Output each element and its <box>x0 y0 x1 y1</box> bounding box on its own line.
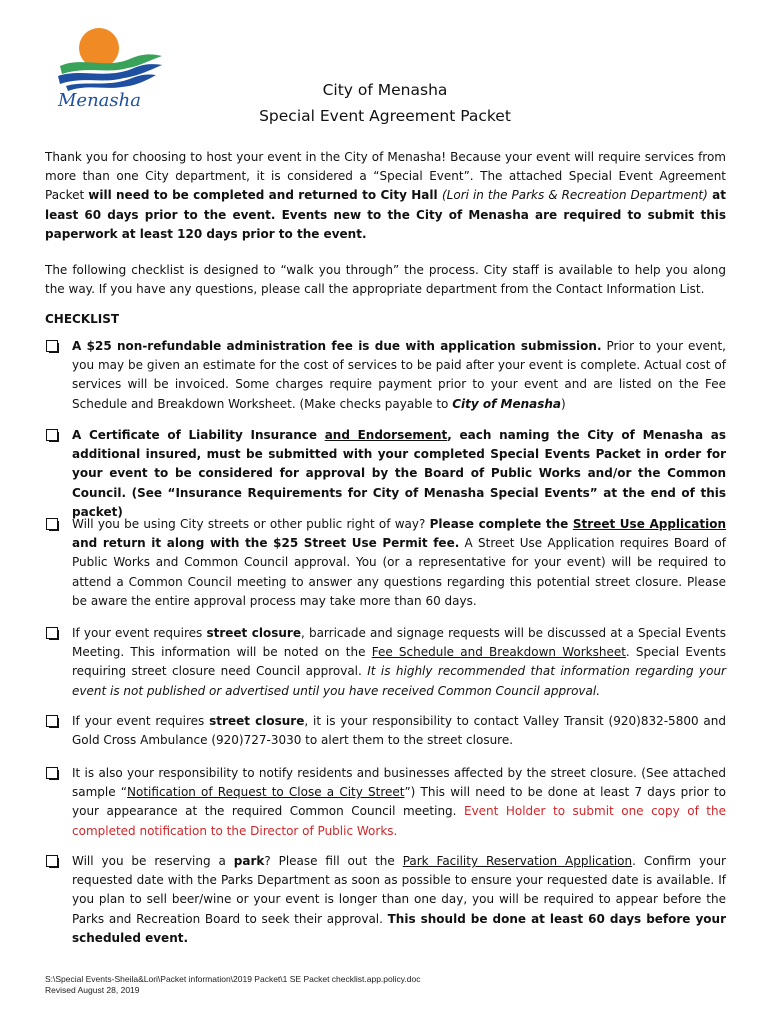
checkbox-icon[interactable] <box>45 428 59 442</box>
sun-icon <box>79 28 119 68</box>
page-title <box>0 77 770 129</box>
checklist-item-street-use: Will you be using City streets or other public right of way? Please complete the Street Use Application and return it along with the $25 Street Use Permit fee. A Street Use Application requires Board of Public Works and Common Council approval. You (or a representative for your event) will be required to attend a Common Council meeting to answer any questions regarding this potential street closure. Please be aware the entire approval process may take more than 60 days. <box>45 515 726 611</box>
document-footer <box>45 974 420 996</box>
checklist-item-insurance: A Certificate of Liability Insurance and Endorsement, each naming the City of Menasha as additional insured, must be submitted with your completed Special Events Packet in order for your event to be considered for approval by the Board of Public Works and/or the Common Council. (See “Insurance Requirements for City of Menasha Special Events” at the end of this packet) <box>45 426 726 522</box>
logo-text: Menasha <box>58 90 141 111</box>
title-line1: City of Menasha <box>322 81 448 99</box>
checklist-item-street-closure-meeting: If your event requires street closure, barricade and signage requests will be discussed at a Special Events Meeting. This information will be noted on the Fee Schedule and Breakdown Worksheet. Special Events requiring street closure need Council approval. It is highly recommended that information regarding your event is not published or advertised until you have received Common Council approval. <box>45 624 726 701</box>
checklist-heading: CHECKLIST <box>45 312 120 326</box>
intro-paragraph-1: Thank you for choosing to host your event in the City of Menasha! Because your event will require services from more than one City department, it is considered a “Special Event”. The attached Special Event Agreement Packet will need to be completed and returned to City Hall (Lori in the Parks & Recreation Department) at least 60 days prior to the event. Events new to the City of Menasha are required to submit this paperwork at least 120 days prior to the event. <box>45 150 727 241</box>
intro-paragraph-2: The following checklist is designed to “walk you through” the process. City staff is available to help you along the way. If you have any questions, please call the appropriate department from the Contact Information List. <box>45 263 726 297</box>
checkbox-icon[interactable] <box>45 766 59 780</box>
revised-date: Revised August 28, 2019 <box>45 985 140 995</box>
checklist-item-notification: It is also your responsibility to notify residents and businesses affected by the street closure. (See attached sample “Notification of Request to Close a City Street”) This will need to be done at least 7 days prior to your appearance at the required Common Council meeting. Event Holder to submit one copy of the completed notification to the Director of Public Works. <box>45 764 726 841</box>
file-path: S:\Special Events-Sheila&Lori\Packet information\2019 Packet\1 SE Packet checklist.app.policy.doc <box>45 974 421 984</box>
checkbox-icon[interactable] <box>45 517 59 531</box>
notification-link[interactable]: Notification of Request to Close a City Street <box>127 785 405 800</box>
checklist-item-park: Will you be reserving a park? Please fill out the Park Facility Reservation Application. Confirm your requested date with the Parks Department as soon as possible to ensure your requested date is available. If you plan to sell beer/wine or your event is longer than one day, you will be required to appear before the Parks and Recreation Board to seek their approval. This should be done at least 60 days before your scheduled event. <box>45 852 726 948</box>
checkbox-icon[interactable] <box>45 714 59 728</box>
checkbox-icon[interactable] <box>45 626 59 640</box>
checklist-item-street-closure-contacts: If your event requires street closure, it is your responsibility to contact Valley Transit (920)832-5800 and Gold Cross Ambulance (920)727-3030 to alert them to the street closure. <box>45 712 726 750</box>
street-use-application-link[interactable]: Street Use Application <box>572 517 726 531</box>
fee-schedule-link[interactable]: Fee Schedule and Breakdown Worksheet <box>371 645 626 660</box>
park-reservation-link[interactable]: Park Facility Reservation Application <box>402 854 633 868</box>
checklist-item-fee: A $25 non-refundable administration fee is due with application submission. Prior to your event, you may be given an estimate for the cost of services to be paid after your event is complete. Actual cost of services will be invoiced. Some charges require payment prior to your event and are listed on the Fee Schedule and Breakdown Worksheet. (Make checks payable to City of Menasha) <box>45 337 726 414</box>
title-line2: Special Event Agreement Packet <box>259 107 511 125</box>
checkbox-icon[interactable] <box>45 339 59 353</box>
checkbox-icon[interactable] <box>45 854 59 868</box>
